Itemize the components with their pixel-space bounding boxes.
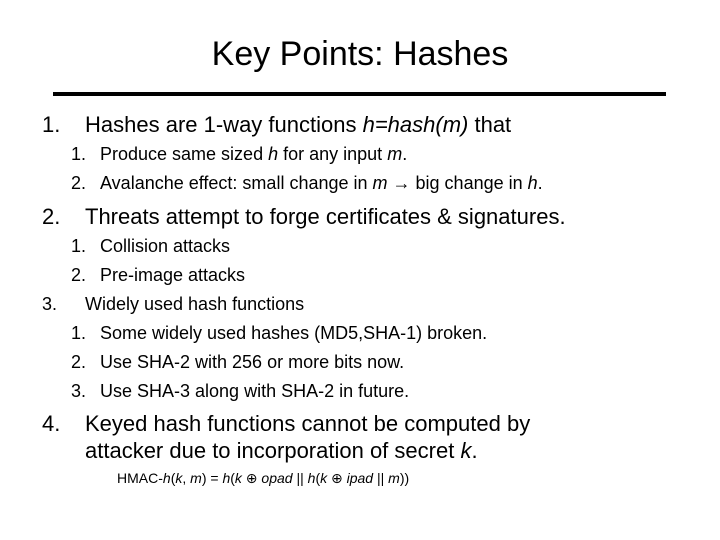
formula-part: || [373, 470, 389, 486]
list-number: 2. [71, 352, 87, 372]
item-text-italic: k [460, 438, 472, 463]
sub-item-text-italic: h [268, 144, 279, 164]
formula-part: h [222, 470, 231, 486]
formula-part: )) [399, 470, 410, 486]
formula-part: ( [315, 470, 321, 486]
sub-item-1-1 [71, 142, 407, 166]
item-text: Keyed hash functions cannot be computed by [85, 411, 531, 436]
item-text: Widely used hash functions [85, 294, 305, 314]
item-text: Threats attempt to forge certificates & signatures. [85, 204, 566, 229]
formula-part: m [190, 470, 202, 486]
sub-item-text: Use SHA-2 with 256 or more bits now. [100, 352, 405, 372]
list-number: 1. [71, 144, 87, 164]
list-item-2 [42, 203, 566, 231]
sub-item-1-2 [71, 171, 543, 195]
formula-part: ipad [346, 470, 374, 486]
list-number: 3. [42, 294, 58, 314]
list-item-4 [42, 410, 530, 438]
list-number: 2. [71, 265, 87, 285]
arrow-right-icon: → [392, 173, 411, 193]
list-item-1 [42, 111, 511, 139]
formula-part: , [182, 470, 191, 486]
sub-item-text-italic: m [387, 144, 403, 164]
formula-part: h [307, 470, 316, 486]
sub-item-text: Produce same sized [100, 144, 269, 164]
sub-item-3-3 [71, 379, 409, 403]
list-number: 3. [71, 381, 87, 401]
formula-part: ( [170, 470, 176, 486]
list-number: 4. [42, 411, 61, 436]
sub-item-text: Some widely used hashes (MD5,SHA-1) broken. [100, 323, 488, 343]
title-divider [53, 92, 666, 96]
formula-part: k [234, 470, 242, 486]
formula-part: m [388, 470, 400, 486]
sub-item-text: big change in [410, 173, 528, 193]
formula-part: h [162, 470, 171, 486]
sub-item-3-2 [71, 350, 404, 374]
sub-item-text: Pre-image attacks [100, 265, 246, 285]
hmac-formula [117, 468, 409, 488]
slide-title: Key Points: Hashes [211, 35, 509, 73]
list-number: 2. [42, 204, 61, 229]
formula-part: HMAC- [117, 470, 163, 486]
list-number: 2. [71, 173, 87, 193]
list-item-4-continuation [85, 437, 478, 465]
formula-part: ( [230, 470, 235, 486]
sub-item-3-1 [71, 321, 487, 345]
item-text: Hashes are 1-way functions [85, 112, 363, 137]
list-item-3 [42, 292, 304, 316]
formula-part: || [292, 470, 308, 486]
xor-symbol: ⊕ [327, 470, 347, 486]
xor-symbol: ⊕ [241, 470, 262, 486]
list-number: 1. [42, 112, 61, 137]
item-text: . [471, 438, 478, 463]
list-number: 1. [71, 323, 87, 343]
list-number: 1. [71, 236, 87, 256]
sub-item-text: Avalanche effect: small change in [100, 173, 373, 193]
sub-item-text: . [537, 173, 543, 193]
item-text: that [468, 112, 512, 137]
formula-part: ) = [201, 470, 223, 486]
item-text-italic: h=hash(m) [362, 112, 469, 137]
sub-item-text: . [402, 144, 408, 164]
formula-part: k [320, 470, 328, 486]
sub-item-text: Collision attacks [100, 236, 231, 256]
sub-item-text-italic: h [527, 173, 538, 193]
item-text: attacker due to incorporation of secret [85, 438, 461, 463]
formula-part: k [175, 470, 183, 486]
sub-item-text: Use SHA-3 along with SHA-2 in future. [100, 381, 410, 401]
sub-item-text: for any input [278, 144, 388, 164]
sub-item-2-1 [71, 234, 230, 258]
formula-part: opad [261, 470, 293, 486]
sub-item-text-italic: m [372, 173, 388, 193]
sub-item-2-2 [71, 263, 245, 287]
